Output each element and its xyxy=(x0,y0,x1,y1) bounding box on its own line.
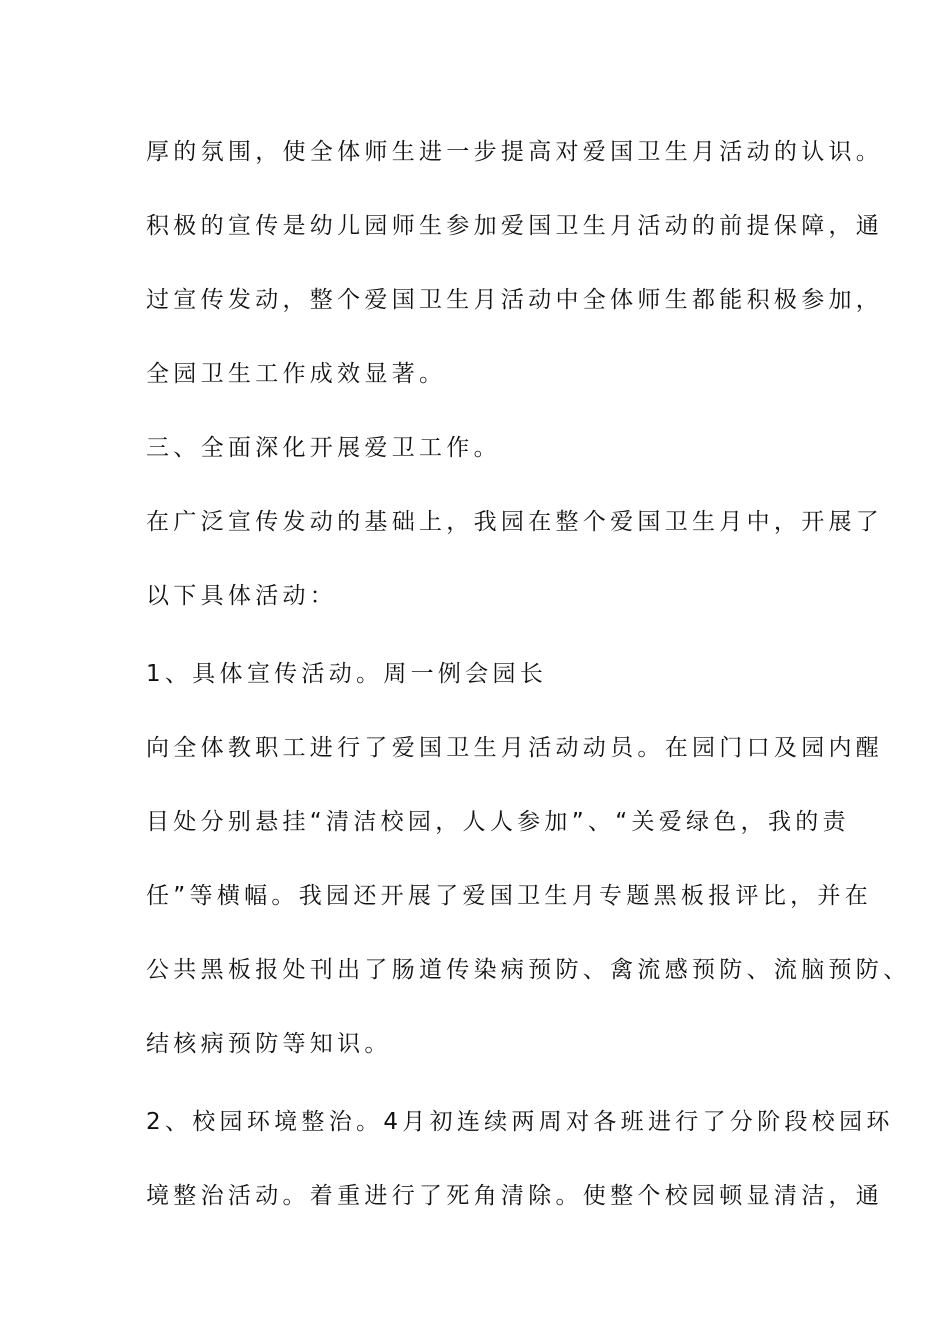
text-line: 境整治活动。着重进行了死角清除。使整个校园顿显清洁，通 xyxy=(146,1183,884,1209)
text-line: 目处分别悬挂“清洁校园，人人参加”、“关爱绿色，我的责 xyxy=(146,809,850,835)
text-line: 以下具体活动： xyxy=(146,583,338,609)
section-heading: 三、全面深化开展爱卫工作。 xyxy=(146,435,501,461)
text-line: 任”等横幅。我园还开展了爱国卫生月专题黑板报评比，并在 xyxy=(146,883,873,909)
text-line: 全园卫生工作成效显著。 xyxy=(146,361,447,387)
text-line: 积极的宣传是幼儿园师生参加爱国卫生月活动的前提保障，通 xyxy=(146,213,884,239)
list-item-heading: 1、具体宣传活动。周一例会园长 xyxy=(146,661,548,687)
text-line: 厚的氛围，使全体师生进一步提高对爱国卫生月活动的认识。 xyxy=(146,139,884,165)
text-line: 结核病预防等知识。 xyxy=(146,1031,392,1057)
text-line: 过宣传发动，整个爱国卫生月活动中全体师生都能积极参加， xyxy=(146,287,884,313)
list-item-heading: 2、校园环境整治。4月初连续两周对各班进行了分阶段校园环 xyxy=(146,1109,894,1135)
text-line: 公共黑板报处刊出了肠道传染病预防、禽流感预防、流脑预防、 xyxy=(146,957,911,983)
text-line: 在广泛宣传发动的基础上，我园在整个爱国卫生月中，开展了 xyxy=(146,509,884,535)
text-line: 向全体教职工进行了爱国卫生月活动动员。在园门口及园内醒 xyxy=(146,735,884,761)
